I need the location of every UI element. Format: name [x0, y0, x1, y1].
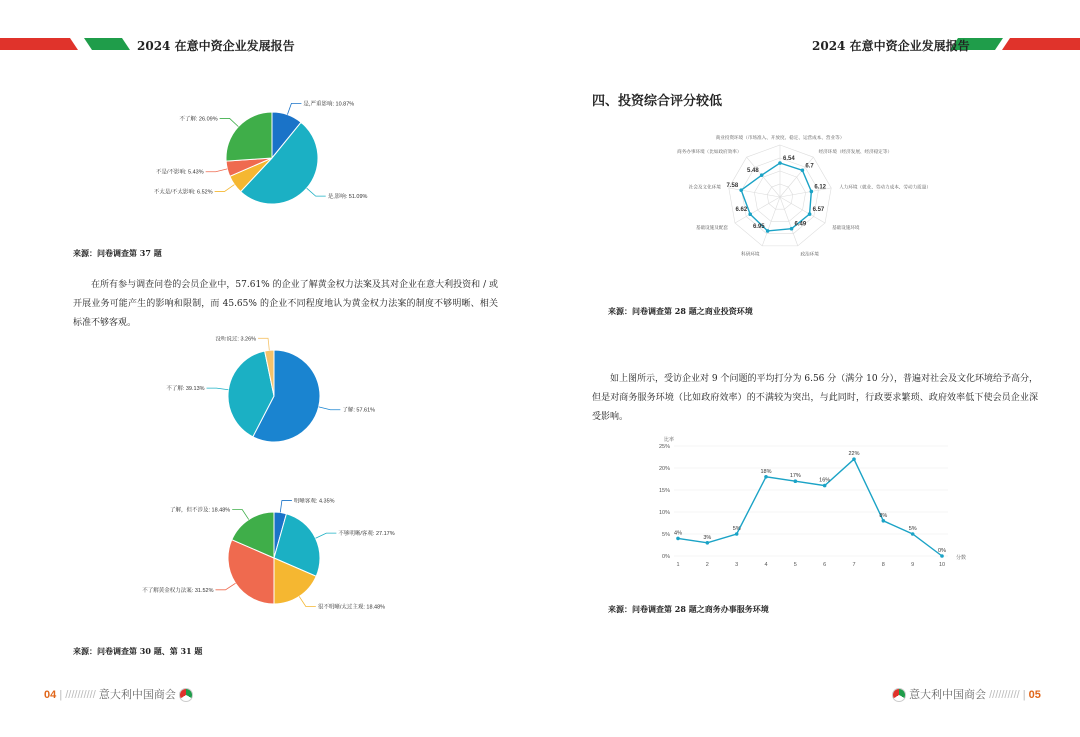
- pie-slice: [226, 112, 272, 161]
- radar-axis-label: 商业投资环境（市场准入、开放度、稳定、运营成本、营业等）: [715, 135, 845, 140]
- x-tick-label: 1: [676, 562, 680, 568]
- source-note-3: 来源：问卷调查第 28 题之商业投资环境: [608, 306, 753, 316]
- header-stripes-right: [540, 36, 1080, 52]
- source-note-1: 来源：问卷调查第 37 题: [73, 248, 162, 258]
- radar-point: [766, 229, 770, 233]
- line-chart: [540, 434, 1080, 574]
- pie-slice-label: 不太是/不太影响: 6.52%: [153, 189, 213, 196]
- radar-value-label: 6.95: [752, 223, 765, 230]
- radar-axis-label: 科研环境: [741, 251, 760, 257]
- x-tick-label: 8: [881, 562, 885, 568]
- chamber-logo-icon: [892, 688, 906, 702]
- footer-org: 意大利中国商会: [909, 689, 987, 701]
- x-tick-label: 10: [938, 562, 946, 568]
- line-point: [823, 484, 827, 488]
- pie-leader-line: [280, 501, 292, 513]
- pie-slice-label: 明晰客观: 4.35%: [293, 498, 335, 505]
- x-tick-label: 6: [823, 562, 827, 568]
- section-title: 四、投资综合评分较低: [592, 94, 723, 109]
- page-number: 04: [44, 689, 57, 701]
- radar-axis-label: 政治环境: [800, 251, 819, 257]
- x-tick-label: 2: [705, 562, 709, 568]
- data-label: 18%: [760, 468, 772, 475]
- x-tick-label: 7: [852, 562, 856, 568]
- radar-axis-label: 基础设施及配套: [695, 225, 729, 230]
- radar-point: [790, 227, 794, 231]
- data-label: 4%: [674, 530, 682, 537]
- radar-axis: [729, 188, 780, 197]
- data-label: 3%: [703, 534, 712, 541]
- pie-slice-label: 很不明晰/太过主观: 18.48%: [317, 604, 386, 611]
- radar-point: [808, 212, 812, 216]
- x-tick-label: 3: [735, 562, 739, 568]
- line-point: [940, 554, 944, 558]
- y-tick-label: 5%: [662, 532, 670, 538]
- data-label: 0%: [938, 548, 946, 554]
- line-point: [676, 537, 680, 541]
- pie-leader-line: [287, 103, 301, 114]
- radar-chart: [540, 132, 1080, 272]
- pie-slice-label: 了解: 57.61%: [342, 407, 376, 414]
- data-label: 5%: [908, 526, 917, 532]
- radar-value-label: 6.49: [794, 221, 807, 228]
- footer-org: 意大利中国商会: [98, 689, 176, 701]
- pie-leader-line: [258, 338, 269, 350]
- footer-left: 04 | ////////// 意大利中国商会: [44, 686, 193, 702]
- line-point: [764, 475, 768, 479]
- header-title-left: 2024 在意中资企业发展报告: [137, 39, 295, 53]
- radar-axis-label: 社会及文化环境: [688, 184, 721, 190]
- pie-leader-line: [206, 169, 228, 172]
- radar-point: [801, 169, 805, 173]
- footer-right: 意大利中国商会 ////////// | 05: [892, 686, 1041, 702]
- header-title-right: 2024 在意中资企业发展报告: [812, 39, 970, 53]
- pie-slice-label: 了解，但不涉及: 18.48%: [169, 507, 231, 514]
- x-axis-label: 分数: [956, 555, 967, 561]
- pie-leader-line: [216, 583, 236, 590]
- pie-slice-label: 不了解: 39.13%: [166, 386, 205, 393]
- pie-leader-line: [220, 118, 239, 126]
- radar-axis-label: 基础设施环境: [831, 225, 860, 230]
- pie-chart-3: [0, 498, 540, 618]
- radar-value-label: 6.57: [812, 207, 825, 214]
- x-tick-label: 4: [764, 562, 768, 568]
- radar-axis: [747, 157, 780, 197]
- y-tick-label: 20%: [658, 466, 670, 472]
- radar-point: [760, 173, 764, 177]
- pie-slice-label: 是,影响: 51.09%: [327, 194, 368, 201]
- source-note-2: 来源：问卷调查第 30 题、第 31 题: [73, 646, 203, 656]
- body-paragraph-left: 在所有参与调查问卷的会员企业中，57.61% 的企业了解黄金权力法案及其对企业在意大利投资和 / 或开展业务可能产生的影响和限制，而 45.65% 的企业不同程度地认为黄金权力法案的制度不够明晰、相关标准不够客观。: [73, 280, 498, 328]
- pie-leader-line: [207, 388, 229, 390]
- pie-leader-line: [215, 185, 235, 192]
- data-label: 16%: [819, 477, 831, 484]
- source-note-4: 来源：问卷调查第 28 题之商务办事服务环境: [608, 604, 769, 614]
- page-number: 05: [1028, 689, 1041, 701]
- page-right: [540, 0, 1080, 737]
- line-point: [794, 479, 798, 483]
- radar-point: [739, 188, 743, 192]
- line-point: [911, 532, 915, 536]
- line-point: [735, 532, 739, 536]
- y-tick-label: 25%: [658, 444, 670, 450]
- line-point: [882, 519, 886, 523]
- pie-slice-label: 不了解黄金权力法案: 31.52%: [142, 587, 214, 594]
- pie-slice-label: 不够明晰/客观: 27.17%: [338, 531, 395, 538]
- y-tick-label: 0%: [662, 554, 670, 560]
- data-label: 22%: [848, 451, 860, 458]
- radar-value-label: 6.62: [735, 207, 748, 214]
- radar-axis-label: 商务办事环境（比如政府效率）: [677, 149, 742, 155]
- pie-leader-line: [299, 596, 316, 606]
- radar-value-label: 5.48: [746, 168, 759, 175]
- radar-value-label: 7.58: [726, 183, 739, 190]
- pie-slice-label: 是,严重影响: 10.87%: [303, 101, 355, 108]
- radar-value-label: 6.12: [814, 184, 827, 191]
- x-tick-label: 5: [793, 562, 797, 568]
- line-point: [706, 541, 710, 545]
- pie-leader-line: [232, 510, 249, 520]
- pie-leader-line: [319, 407, 341, 410]
- data-label: 17%: [789, 473, 801, 480]
- body-paragraph-right: 如上图所示，受访企业对 9 个问题的平均打分为 6.56 分（满分 10 分），普遍对社会及文化环境给予高分，但是对商务服务环境（比如政府效率）的不满较为突出，与此同时，行政要求繁琐、政府效率低下使会员企业深受影响。: [592, 374, 1038, 422]
- y-axis-label: 比率: [664, 437, 675, 443]
- pie-chart-1: [0, 98, 540, 218]
- radar-point: [810, 190, 814, 194]
- pie-leader-line: [316, 533, 337, 538]
- y-tick-label: 10%: [658, 510, 670, 516]
- line-series: [678, 459, 942, 556]
- data-label: 8%: [879, 512, 888, 519]
- x-tick-label: 9: [911, 562, 915, 568]
- radar-value-label: 6.54: [783, 155, 795, 162]
- pie-leader-line: [307, 188, 326, 196]
- radar-point: [748, 212, 752, 216]
- pie-slice-label: 没听说过: 3.26%: [215, 336, 257, 343]
- data-label: 5%: [732, 526, 741, 532]
- pie-slice-label: 不了解: 26.09%: [179, 116, 218, 123]
- radar-point: [778, 161, 782, 165]
- pie-slice-label: 不是/不影响: 5.43%: [155, 169, 204, 176]
- chamber-logo-icon: [179, 688, 193, 702]
- radar-axis-label: 人力环境（就业、劳动力成本、劳动力质量）: [839, 184, 931, 190]
- radar-axis-label: 经济环境（经济发展、经济稳定等）: [818, 149, 893, 155]
- radar-value-label: 6.7: [805, 163, 814, 170]
- pie-chart-2: [0, 336, 540, 456]
- y-tick-label: 15%: [658, 488, 670, 494]
- line-point: [852, 457, 856, 461]
